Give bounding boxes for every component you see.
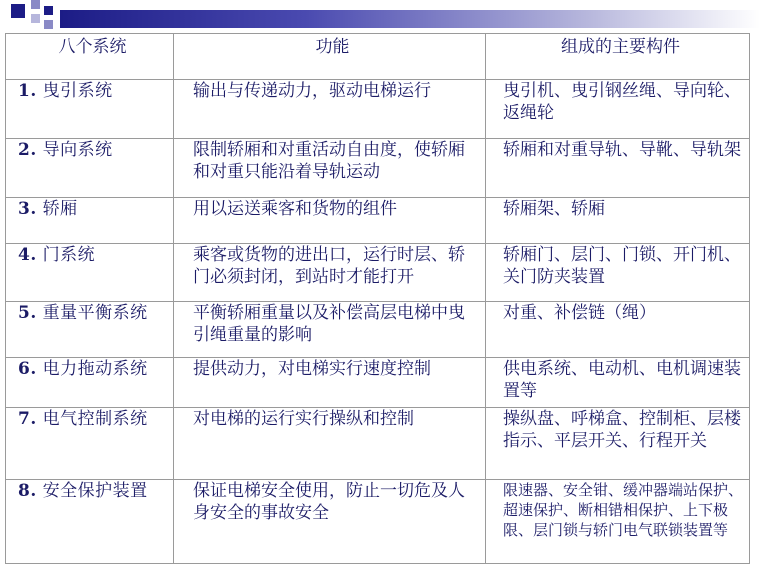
header-components: 组成的主要构件	[486, 34, 750, 80]
function-cell: 对电梯的运行实行操纵和控制	[174, 408, 486, 480]
function-cell: 用以运送乘客和货物的组件	[174, 198, 486, 244]
table-row	[6, 408, 750, 480]
system-name: 电力拖动系统	[42, 359, 148, 379]
components-cell: 曳引机、曳引钢丝绳、导向轮、返绳轮	[486, 80, 750, 139]
system-name-cell	[6, 358, 174, 408]
table-row	[6, 139, 750, 198]
components-cell: 供电系统、电动机、电机调速装置等	[486, 358, 750, 408]
system-name-cell	[6, 408, 174, 480]
header-function: 功能	[174, 34, 486, 80]
function-cell: 平衡轿厢重量以及补偿高层电梯中曳引绳重量的影响	[174, 302, 486, 358]
table-header-row	[6, 34, 750, 80]
system-name-cell	[6, 302, 174, 358]
row-number: 7.	[18, 409, 37, 429]
row-number: 3.	[18, 199, 37, 219]
row-number: 5.	[18, 303, 37, 323]
table-row	[6, 80, 750, 139]
banner-square-small	[44, 20, 53, 29]
decorative-banner	[0, 0, 760, 34]
row-number: 6.	[18, 359, 37, 379]
banner-gradient-bar	[60, 10, 760, 28]
table-row	[6, 358, 750, 408]
system-name-cell	[6, 244, 174, 302]
row-number: 2.	[18, 140, 37, 160]
system-name: 曳引系统	[42, 81, 113, 101]
banner-square-small	[31, 14, 40, 23]
components-cell: 对重、补偿链（绳）	[486, 302, 750, 358]
elevator-systems-table	[5, 33, 750, 564]
function-cell: 乘客或货物的进出口，运行时层、轿门必须封闭，到站时才能打开	[174, 244, 486, 302]
system-name-cell	[6, 198, 174, 244]
banner-square-small	[31, 0, 40, 9]
system-name-cell	[6, 80, 174, 139]
table-row	[6, 198, 750, 244]
system-name-cell	[6, 139, 174, 198]
table-row	[6, 480, 750, 564]
components-cell: 轿厢架、轿厢	[486, 198, 750, 244]
system-name: 电气控制系统	[42, 409, 148, 429]
components-cell: 轿厢门、层门、门锁、开门机、关门防夹装置	[486, 244, 750, 302]
function-cell: 限制轿厢和对重活动自由度，使轿厢和对重只能沿着导轨运动	[174, 139, 486, 198]
components-cell: 操纵盘、呼梯盒、控制柜、层楼指示、平层开关、行程开关	[486, 408, 750, 480]
table-row	[6, 302, 750, 358]
system-name: 安全保护装置	[42, 481, 148, 501]
system-name-cell	[6, 480, 174, 564]
table-row	[6, 244, 750, 302]
row-number: 1.	[18, 81, 37, 101]
row-number: 4.	[18, 245, 37, 265]
row-number: 8.	[18, 481, 37, 501]
system-name: 门系统	[42, 245, 96, 265]
function-cell: 提供动力，对电梯实行速度控制	[174, 358, 486, 408]
banner-square-small	[44, 6, 53, 15]
system-name: 轿厢	[42, 199, 78, 219]
components-cell: 限速器、安全钳、缓冲器端站保护、超速保护、断相错相保护、上下极限、层门锁与轿门电气联锁装置等	[486, 480, 750, 564]
components-cell: 轿厢和对重导轨、导靴、导轨架	[486, 139, 750, 198]
header-system: 八个系统	[6, 34, 174, 80]
system-name: 重量平衡系统	[42, 303, 148, 323]
function-cell: 输出与传递动力，驱动电梯运行	[174, 80, 486, 139]
banner-square-large	[11, 4, 25, 18]
function-cell: 保证电梯安全使用，防止一切危及人身安全的事故安全	[174, 480, 486, 564]
system-name: 导向系统	[42, 140, 113, 160]
